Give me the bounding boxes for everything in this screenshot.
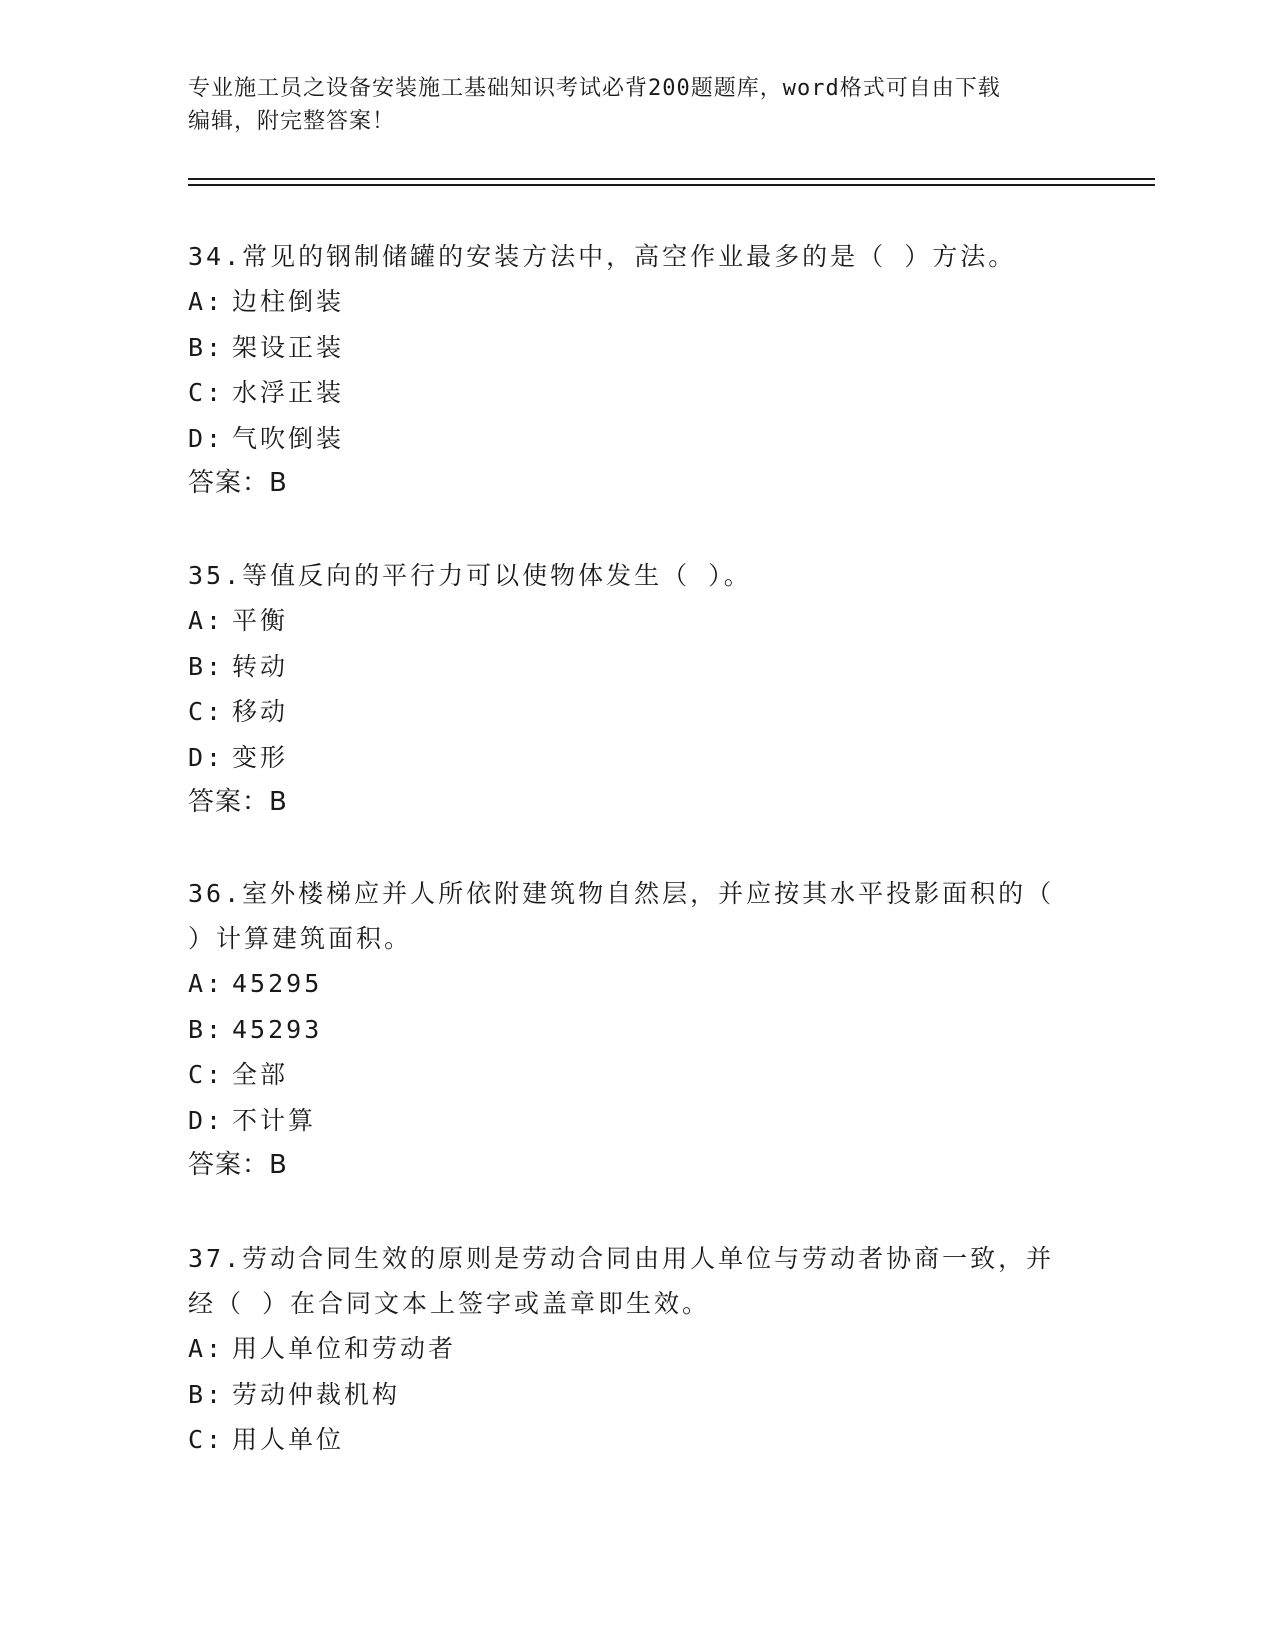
option-b [188, 325, 1088, 371]
question-34 [188, 234, 1088, 506]
option-letter: D: [188, 1105, 225, 1135]
option-a [188, 961, 1088, 1007]
option-a [188, 279, 1088, 325]
option-a [188, 1326, 1088, 1372]
option-text: 边柱倒装 [232, 287, 345, 316]
option-letter: D: [188, 423, 225, 453]
option-text: 劳动仲裁机构 [232, 1379, 401, 1409]
option-d [188, 1098, 1088, 1144]
option-c [188, 370, 1088, 416]
option-d [188, 416, 1088, 462]
option-a [188, 598, 1088, 644]
option-d [188, 735, 1088, 781]
question-stem-line-1: 36.室外楼梯应并人所依附建筑物自然层，并应按其水平投影面积的（ [188, 879, 1055, 908]
option-text: 平衡 [232, 606, 289, 635]
header-divider-top [188, 178, 1155, 180]
document-header [188, 72, 1088, 138]
option-b [188, 1007, 1088, 1053]
option-letter: C: [188, 1060, 225, 1089]
answer-line: 答案：B [188, 787, 288, 817]
option-letter: A: [188, 969, 225, 998]
option-text: 变形 [232, 742, 289, 772]
option-text: 全部 [232, 1060, 289, 1089]
option-text: 气吹倒装 [232, 423, 345, 453]
option-letter: C: [188, 697, 225, 726]
option-text: 架设正装 [232, 332, 345, 362]
header-line-1: 专业施工员之设备安装施工基础知识考试必背200题题库，word格式可自由下载 [188, 76, 1001, 101]
answer-line: 答案：B [188, 468, 288, 498]
option-letter: B: [188, 1014, 225, 1044]
option-letter: D: [188, 742, 225, 772]
option-text: 移动 [232, 697, 289, 726]
option-c [188, 1417, 1088, 1463]
answer-line: 答案：B [188, 1150, 288, 1180]
option-text: 用人单位和劳动者 [232, 1334, 457, 1363]
option-text: 转动 [232, 651, 289, 681]
question-37 [188, 1236, 1088, 1463]
option-letter: A: [188, 1334, 225, 1363]
option-text: 水浮正装 [232, 378, 345, 407]
option-b [188, 644, 1088, 690]
header-line-2: 编辑，附完整答案！ [188, 109, 396, 134]
option-text: 45295 [232, 969, 323, 998]
header-divider-bottom [188, 184, 1155, 186]
question-35 [188, 553, 1088, 825]
option-text: 不计算 [232, 1105, 317, 1135]
question-36 [188, 871, 1088, 1188]
option-text: 用人单位 [232, 1425, 345, 1454]
option-letter: B: [188, 651, 225, 681]
option-text: 45293 [232, 1014, 323, 1044]
option-letter: A: [188, 287, 225, 316]
option-b [188, 1372, 1088, 1418]
question-stem: 35.等值反向的平行力可以使物体发生（ ）。 [188, 561, 752, 590]
option-letter: B: [188, 332, 225, 362]
option-c [188, 1052, 1088, 1098]
question-stem-line-2: 经（ ）在合同文本上签字或盖章即生效。 [188, 1289, 711, 1318]
option-letter: C: [188, 378, 225, 407]
question-stem-line-1: 37.劳动合同生效的原则是劳动合同由用人单位与劳动者协商一致，并 [188, 1244, 1055, 1273]
option-letter: B: [188, 1379, 225, 1409]
option-letter: A: [188, 606, 225, 635]
question-stem: 34.常见的钢制储罐的安装方法中，高空作业最多的是（ ）方法。 [188, 242, 1017, 271]
option-c [188, 689, 1088, 735]
question-stem-line-2: ）计算建筑面积。 [188, 924, 413, 953]
option-letter: C: [188, 1425, 225, 1454]
